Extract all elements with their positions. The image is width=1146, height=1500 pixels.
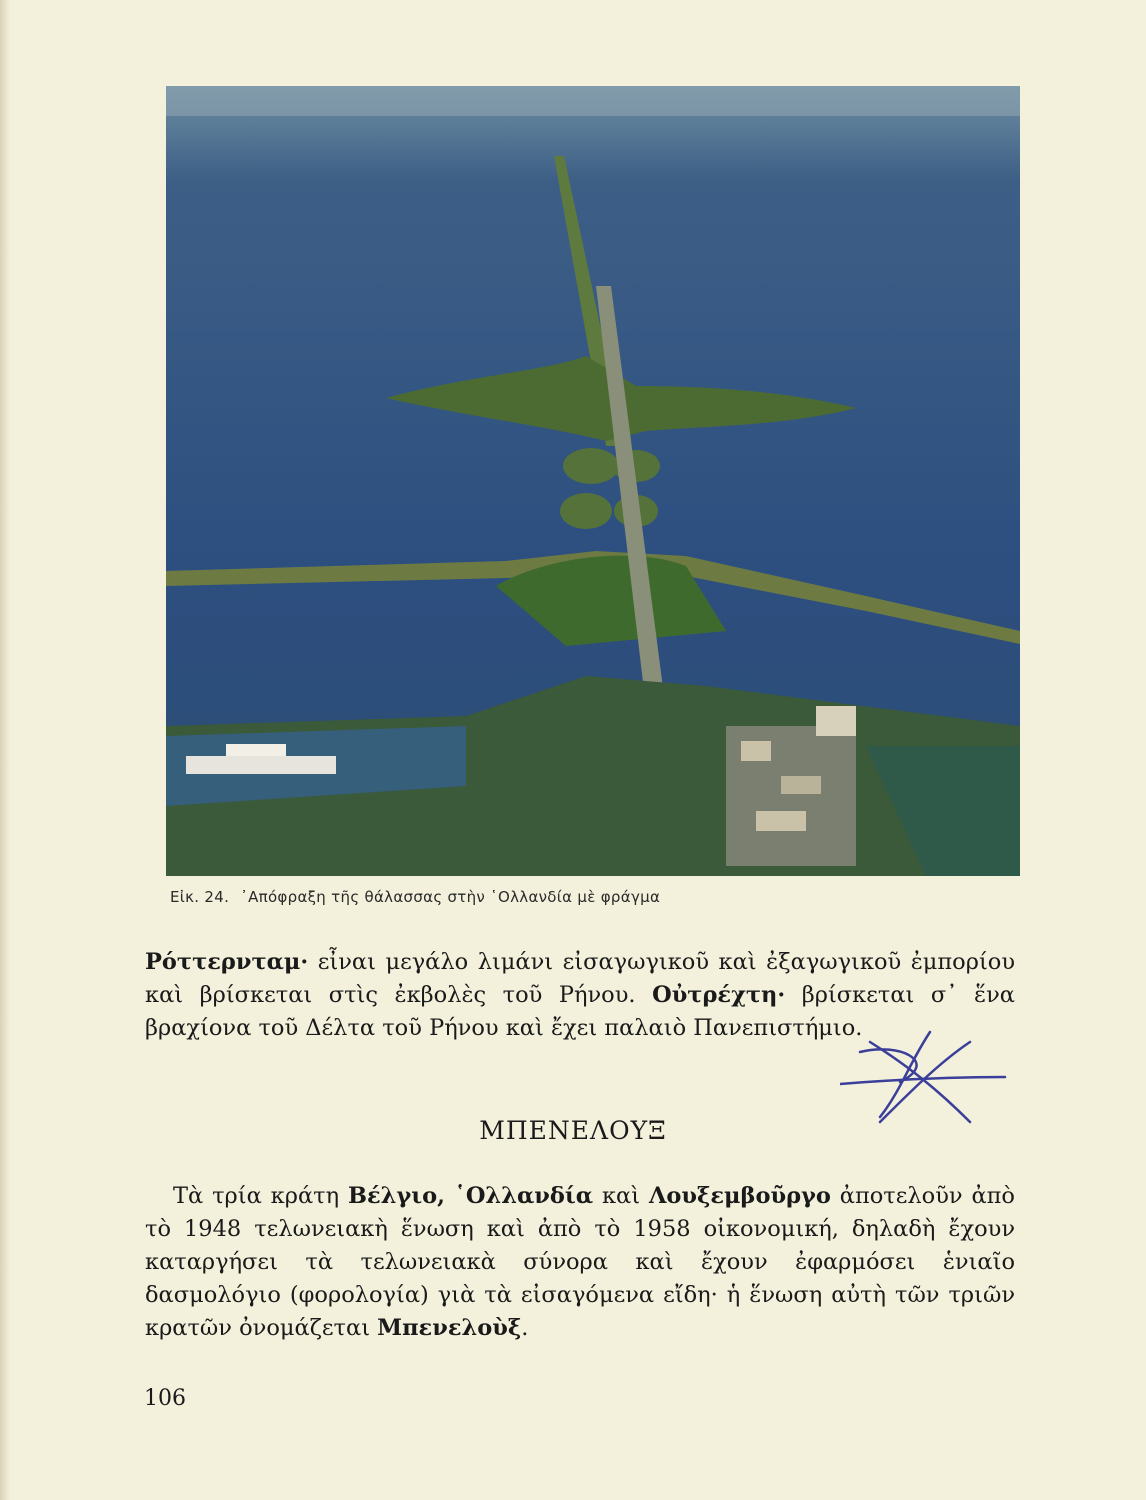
term-belgium-netherlands: Βέλγιο, ῾Ολλανδία <box>347 1183 594 1209</box>
paragraph2-text3: ἀποτελοῦν ἀπὸ τὸ 1948 τελωνειακὴ ἕνωση καὶ ἀπὸ τὸ 1958 οἰκονομική, δηλαδὴ ἔχουν καταργήσει τὰ τελωνειακὰ σύνορα καὶ ἔχουν ἐφαρμόσει ἑνιαῖο δασμολόγιο (φορολογία) γιὰ τὰ εἰσαγόμενα εἴδη· ἡ ἕνωση αὐτὴ τῶν τριῶν κρατῶν ὀνομάζεται <box>145 1183 1015 1341</box>
page-edge-shadow <box>0 0 10 1500</box>
term-luxembourg: Λουξεμβοῦργο <box>648 1183 831 1209</box>
page-number: 106 <box>144 1386 186 1411</box>
paragraph-benelux <box>145 1180 1015 1345</box>
term-benelux: Μπενελοὺξ <box>377 1315 522 1341</box>
paragraph2-text4: . <box>521 1315 529 1341</box>
caption-text: ᾿Απόφραξη τῆς θάλασσας στὴν ῾Ολλανδία μὲ φράγμα <box>240 888 661 906</box>
paragraph1-text1: εἶναι μεγάλο λιμάνι εἰσαγωγικοῦ καὶ ἐξαγωγικοῦ ἐμπορίου καὶ βρίσκεται στὶς ἐκβολὲς τοῦ Ρήνου. <box>145 949 1015 1008</box>
paragraph2-text1: Τὰ τρία κράτη <box>173 1183 348 1209</box>
term-rotterdam: Ρόττερνταμ· <box>145 949 309 975</box>
figure-caption <box>170 888 870 906</box>
paragraph2-text2: καὶ <box>593 1183 649 1209</box>
paragraph1-text2: βρίσκεται σ᾿ ἕνα βραχίονα τοῦ Δέλτα τοῦ Ρήνου καὶ ἔχει παλαιὸ Πανεπιστήμιο. <box>145 982 1015 1041</box>
section-heading: ΜΠΕΝΕΛΟΥΞ <box>479 1116 667 1145</box>
term-utrecht: Οὐτρέχτη· <box>652 982 786 1008</box>
aerial-photo-dam <box>166 86 1020 876</box>
caption-label: Εἰκ. 24. <box>170 888 230 906</box>
